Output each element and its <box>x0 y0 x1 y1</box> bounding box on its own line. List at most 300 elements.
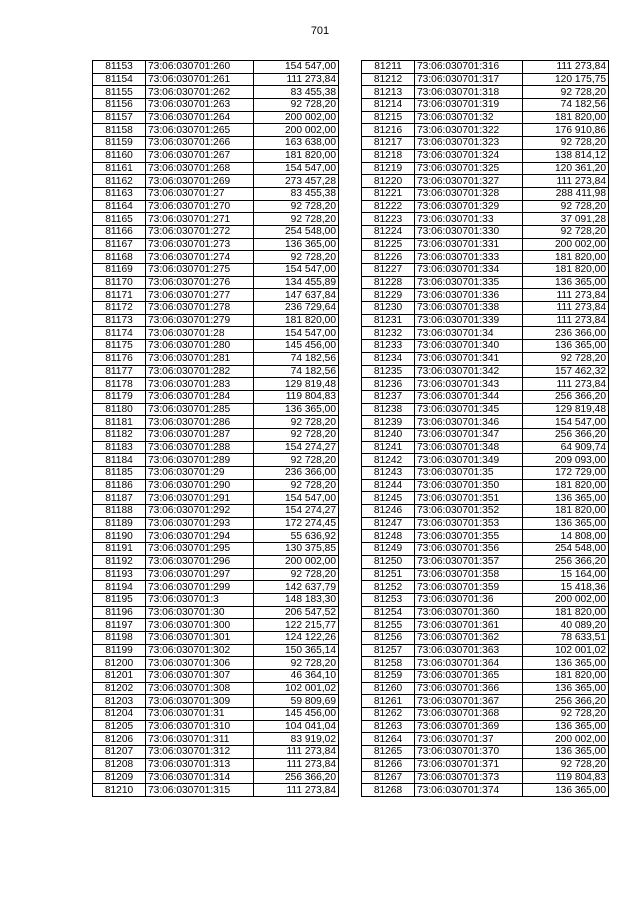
row-number-cell: 81258 <box>362 657 415 670</box>
table-row <box>93 517 339 530</box>
row-number-cell: 81182 <box>93 428 146 441</box>
table-row <box>362 492 609 505</box>
value-cell: 92 728,20 <box>254 213 339 226</box>
row-number-cell: 81210 <box>93 784 146 797</box>
table-row <box>362 746 609 759</box>
table-row <box>93 276 339 289</box>
row-number-cell: 81199 <box>93 644 146 657</box>
table-row <box>93 225 339 238</box>
cadastral-number-cell: 73:06:030701:314 <box>146 771 254 784</box>
row-number-cell: 81195 <box>93 593 146 606</box>
value-cell: 181 820,00 <box>254 314 339 327</box>
table-row <box>93 124 339 137</box>
table-row <box>93 657 339 670</box>
cadastral-number-cell: 73:06:030701:307 <box>146 670 254 683</box>
cadastral-number-cell: 73:06:030701:260 <box>146 61 254 74</box>
cadastral-number-cell: 73:06:030701:343 <box>415 378 523 391</box>
table-row <box>362 784 609 797</box>
value-cell: 181 820,00 <box>254 149 339 162</box>
row-number-cell: 81162 <box>93 175 146 188</box>
value-cell: 92 728,20 <box>254 428 339 441</box>
cadastral-number-cell: 73:06:030701:361 <box>415 619 523 632</box>
value-cell: 37 091,28 <box>523 213 609 226</box>
cadastral-number-cell: 73:06:030701:360 <box>415 606 523 619</box>
row-number-cell: 81237 <box>362 390 415 403</box>
cadastral-number-cell: 73:06:030701:368 <box>415 708 523 721</box>
table-row <box>362 289 609 302</box>
cadastral-number-cell: 73:06:030701:339 <box>415 314 523 327</box>
row-number-cell: 81268 <box>362 784 415 797</box>
value-cell: 102 001,02 <box>523 644 609 657</box>
value-cell: 111 273,84 <box>523 175 609 188</box>
cadastral-number-cell: 73:06:030701:369 <box>415 720 523 733</box>
value-cell: 15 418,36 <box>523 581 609 594</box>
value-cell: 130 375,85 <box>254 543 339 556</box>
value-cell: 256 366,20 <box>254 771 339 784</box>
row-number-cell: 81164 <box>93 200 146 213</box>
table-row <box>93 492 339 505</box>
cadastral-number-cell: 73:06:030701:347 <box>415 428 523 441</box>
cadastral-number-cell: 73:06:030701:286 <box>146 416 254 429</box>
value-cell: 200 002,00 <box>254 111 339 124</box>
row-number-cell: 81209 <box>93 771 146 784</box>
value-cell: 154 547,00 <box>254 492 339 505</box>
cadastral-number-cell: 73:06:030701:315 <box>146 784 254 797</box>
cadastral-number-cell: 73:06:030701:31 <box>146 708 254 721</box>
value-cell: 256 366,20 <box>523 555 609 568</box>
table-row <box>93 670 339 683</box>
value-cell: 92 728,20 <box>254 99 339 112</box>
cadastral-number-cell: 73:06:030701:37 <box>415 733 523 746</box>
cadastral-number-cell: 73:06:030701:3 <box>146 593 254 606</box>
value-cell: 200 002,00 <box>523 593 609 606</box>
row-number-cell: 81193 <box>93 568 146 581</box>
table-row <box>362 441 609 454</box>
row-number-cell: 81188 <box>93 505 146 518</box>
value-cell: 111 273,84 <box>254 746 339 759</box>
cadastral-number-cell: 73:06:030701:290 <box>146 479 254 492</box>
cadastral-number-cell: 73:06:030701:371 <box>415 758 523 771</box>
table-row <box>362 593 609 606</box>
row-number-cell: 81239 <box>362 416 415 429</box>
row-number-cell: 81160 <box>93 149 146 162</box>
table-row <box>362 365 609 378</box>
row-number-cell: 81256 <box>362 631 415 644</box>
cadastral-number-cell: 73:06:030701:289 <box>146 454 254 467</box>
table-row <box>93 365 339 378</box>
row-number-cell: 81171 <box>93 289 146 302</box>
value-cell: 46 364,10 <box>254 670 339 683</box>
cadastral-number-cell: 73:06:030701:264 <box>146 111 254 124</box>
value-cell: 74 182,56 <box>254 365 339 378</box>
table-row <box>362 720 609 733</box>
row-number-cell: 81190 <box>93 530 146 543</box>
row-number-cell: 81167 <box>93 238 146 251</box>
value-cell: 236 366,00 <box>254 467 339 480</box>
value-cell: 145 456,00 <box>254 340 339 353</box>
table-row <box>93 340 339 353</box>
row-number-cell: 81219 <box>362 162 415 175</box>
row-number-cell: 81261 <box>362 695 415 708</box>
table-row <box>93 543 339 556</box>
row-number-cell: 81154 <box>93 73 146 86</box>
table-row <box>362 771 609 784</box>
cadastral-number-cell: 73:06:030701:302 <box>146 644 254 657</box>
table-row <box>362 327 609 340</box>
row-number-cell: 81263 <box>362 720 415 733</box>
table-row <box>362 682 609 695</box>
table-row <box>93 289 339 302</box>
value-cell: 111 273,84 <box>523 302 609 315</box>
row-number-cell: 81189 <box>93 517 146 530</box>
cadastral-number-cell: 73:06:030701:363 <box>415 644 523 657</box>
value-cell: 15 164,00 <box>523 568 609 581</box>
value-cell: 92 728,20 <box>254 657 339 670</box>
value-cell: 172 729,00 <box>523 467 609 480</box>
value-cell: 129 819,48 <box>254 378 339 391</box>
value-cell: 136 365,00 <box>254 403 339 416</box>
table-row <box>93 428 339 441</box>
table-row <box>362 352 609 365</box>
row-number-cell: 81246 <box>362 505 415 518</box>
table-row <box>93 733 339 746</box>
table-row <box>362 162 609 175</box>
row-number-cell: 81172 <box>93 302 146 315</box>
value-cell: 136 365,00 <box>523 340 609 353</box>
cadastral-number-cell: 73:06:030701:295 <box>146 543 254 556</box>
table-row <box>93 314 339 327</box>
table-row <box>93 708 339 721</box>
value-cell: 111 273,84 <box>254 758 339 771</box>
cadastral-number-cell: 73:06:030701:353 <box>415 517 523 530</box>
row-number-cell: 81213 <box>362 86 415 99</box>
row-number-cell: 81234 <box>362 352 415 365</box>
row-number-cell: 81203 <box>93 695 146 708</box>
row-number-cell: 81156 <box>93 99 146 112</box>
cadastral-number-cell: 73:06:030701:335 <box>415 276 523 289</box>
cadastral-number-cell: 73:06:030701:366 <box>415 682 523 695</box>
cadastral-number-cell: 73:06:030701:364 <box>415 657 523 670</box>
row-number-cell: 81212 <box>362 73 415 86</box>
table-row <box>362 302 609 315</box>
row-number-cell: 81163 <box>93 187 146 200</box>
row-number-cell: 81254 <box>362 606 415 619</box>
table-row <box>362 428 609 441</box>
row-number-cell: 81165 <box>93 213 146 226</box>
table-row <box>362 695 609 708</box>
row-number-cell: 81245 <box>362 492 415 505</box>
row-number-cell: 81262 <box>362 708 415 721</box>
cadastral-number-cell: 73:06:030701:317 <box>415 73 523 86</box>
value-cell: 40 089,20 <box>523 619 609 632</box>
value-cell: 14 808,00 <box>523 530 609 543</box>
value-cell: 102 001,02 <box>254 682 339 695</box>
row-number-cell: 81200 <box>93 657 146 670</box>
cadastral-number-cell: 73:06:030701:310 <box>146 720 254 733</box>
value-cell: 236 366,00 <box>523 327 609 340</box>
cadastral-number-cell: 73:06:030701:350 <box>415 479 523 492</box>
table-row <box>362 670 609 683</box>
cadastral-number-cell: 73:06:030701:367 <box>415 695 523 708</box>
value-cell: 55 636,92 <box>254 530 339 543</box>
cadastral-number-cell: 73:06:030701:35 <box>415 467 523 480</box>
table-row <box>362 555 609 568</box>
table-row <box>93 200 339 213</box>
row-number-cell: 81267 <box>362 771 415 784</box>
table-row <box>93 619 339 632</box>
row-number-cell: 81170 <box>93 276 146 289</box>
value-cell: 136 365,00 <box>523 746 609 759</box>
cadastral-number-cell: 73:06:030701:268 <box>146 162 254 175</box>
value-cell: 92 728,20 <box>523 86 609 99</box>
row-number-cell: 81208 <box>93 758 146 771</box>
row-number-cell: 81265 <box>362 746 415 759</box>
value-cell: 181 820,00 <box>523 606 609 619</box>
row-number-cell: 81255 <box>362 619 415 632</box>
cadastral-number-cell: 73:06:030701:282 <box>146 365 254 378</box>
table-row <box>93 73 339 86</box>
value-cell: 254 548,00 <box>254 225 339 238</box>
row-number-cell: 81218 <box>362 149 415 162</box>
row-number-cell: 81196 <box>93 606 146 619</box>
row-number-cell: 81179 <box>93 390 146 403</box>
table-row <box>93 454 339 467</box>
row-number-cell: 81220 <box>362 175 415 188</box>
value-cell: 236 729,64 <box>254 302 339 315</box>
table-row <box>93 61 339 74</box>
table-row <box>362 276 609 289</box>
table-row <box>362 631 609 644</box>
table-row <box>93 581 339 594</box>
cadastral-number-cell: 73:06:030701:328 <box>415 187 523 200</box>
row-number-cell: 81201 <box>93 670 146 683</box>
value-cell: 83 919,02 <box>254 733 339 746</box>
table-row <box>362 124 609 137</box>
cadastral-number-cell: 73:06:030701:270 <box>146 200 254 213</box>
row-number-cell: 81207 <box>93 746 146 759</box>
cadastral-number-cell: 73:06:030701:29 <box>146 467 254 480</box>
value-cell: 154 547,00 <box>254 327 339 340</box>
table-row <box>362 86 609 99</box>
cadastral-number-cell: 73:06:030701:278 <box>146 302 254 315</box>
cadastral-number-cell: 73:06:030701:28 <box>146 327 254 340</box>
value-cell: 104 041,04 <box>254 720 339 733</box>
row-number-cell: 81228 <box>362 276 415 289</box>
cadastral-number-cell: 73:06:030701:32 <box>415 111 523 124</box>
table-row <box>93 606 339 619</box>
table-row <box>362 238 609 251</box>
row-number-cell: 81236 <box>362 378 415 391</box>
cadastral-number-cell: 73:06:030701:338 <box>415 302 523 315</box>
table-row <box>93 187 339 200</box>
value-cell: 154 274,27 <box>254 441 339 454</box>
table-row <box>93 682 339 695</box>
cadastral-number-cell: 73:06:030701:283 <box>146 378 254 391</box>
cadastral-number-cell: 73:06:030701:27 <box>146 187 254 200</box>
table-row <box>93 467 339 480</box>
table-row <box>362 543 609 556</box>
cadastral-number-cell: 73:06:030701:309 <box>146 695 254 708</box>
cadastral-number-cell: 73:06:030701:301 <box>146 631 254 644</box>
row-number-cell: 81178 <box>93 378 146 391</box>
table-row <box>93 479 339 492</box>
cadastral-number-cell: 73:06:030701:299 <box>146 581 254 594</box>
cadastral-number-cell: 73:06:030701:277 <box>146 289 254 302</box>
table-row <box>362 187 609 200</box>
table-row <box>362 200 609 213</box>
table-row <box>93 784 339 797</box>
table-row <box>362 479 609 492</box>
row-number-cell: 81227 <box>362 264 415 277</box>
value-cell: 78 633,51 <box>523 631 609 644</box>
value-cell: 136 365,00 <box>523 517 609 530</box>
row-number-cell: 81176 <box>93 352 146 365</box>
row-number-cell: 81204 <box>93 708 146 721</box>
value-cell: 136 365,00 <box>523 276 609 289</box>
table-row <box>362 137 609 150</box>
row-number-cell: 81184 <box>93 454 146 467</box>
register-table-left <box>92 60 339 797</box>
value-cell: 136 365,00 <box>254 238 339 251</box>
table-row <box>93 416 339 429</box>
cadastral-number-cell: 73:06:030701:296 <box>146 555 254 568</box>
table-row <box>93 86 339 99</box>
value-cell: 119 804,83 <box>254 390 339 403</box>
row-number-cell: 81192 <box>93 555 146 568</box>
row-number-cell: 81185 <box>93 467 146 480</box>
row-number-cell: 81175 <box>93 340 146 353</box>
table-row <box>362 340 609 353</box>
value-cell: 122 215,77 <box>254 619 339 632</box>
value-cell: 256 366,20 <box>523 390 609 403</box>
row-number-cell: 81249 <box>362 543 415 556</box>
row-number-cell: 81206 <box>93 733 146 746</box>
table-row <box>362 708 609 721</box>
table-row <box>362 530 609 543</box>
row-number-cell: 81217 <box>362 137 415 150</box>
row-number-cell: 81159 <box>93 137 146 150</box>
value-cell: 256 366,20 <box>523 695 609 708</box>
row-number-cell: 81250 <box>362 555 415 568</box>
table-row <box>362 644 609 657</box>
table-row <box>362 149 609 162</box>
table-row <box>362 758 609 771</box>
cadastral-number-cell: 73:06:030701:36 <box>415 593 523 606</box>
row-number-cell: 81230 <box>362 302 415 315</box>
cadastral-number-cell: 73:06:030701:262 <box>146 86 254 99</box>
value-cell: 74 182,56 <box>254 352 339 365</box>
row-number-cell: 81157 <box>93 111 146 124</box>
table-row <box>362 225 609 238</box>
row-number-cell: 81259 <box>362 670 415 683</box>
page-number: 701 <box>310 25 330 37</box>
table-row <box>362 467 609 480</box>
value-cell: 145 456,00 <box>254 708 339 721</box>
value-cell: 147 637,84 <box>254 289 339 302</box>
row-number-cell: 81191 <box>93 543 146 556</box>
table-row <box>93 213 339 226</box>
value-cell: 176 910,86 <box>523 124 609 137</box>
table-row <box>362 517 609 530</box>
cadastral-number-cell: 73:06:030701:355 <box>415 530 523 543</box>
table-row <box>362 403 609 416</box>
table-row <box>362 175 609 188</box>
row-number-cell: 81181 <box>93 416 146 429</box>
row-number-cell: 81214 <box>362 99 415 112</box>
cadastral-number-cell: 73:06:030701:293 <box>146 517 254 530</box>
cadastral-number-cell: 73:06:030701:265 <box>146 124 254 137</box>
value-cell: 148 183,30 <box>254 593 339 606</box>
cadastral-number-cell: 73:06:030701:271 <box>146 213 254 226</box>
table-row <box>93 238 339 251</box>
row-number-cell: 81177 <box>93 365 146 378</box>
value-cell: 136 365,00 <box>523 492 609 505</box>
row-number-cell: 81183 <box>93 441 146 454</box>
table-row <box>93 149 339 162</box>
value-cell: 154 547,00 <box>254 162 339 175</box>
table-row <box>93 695 339 708</box>
value-cell: 138 814,12 <box>523 149 609 162</box>
table-row <box>362 416 609 429</box>
cadastral-number-cell: 73:06:030701:357 <box>415 555 523 568</box>
row-number-cell: 81187 <box>93 492 146 505</box>
value-cell: 200 002,00 <box>254 124 339 137</box>
value-cell: 92 728,20 <box>254 568 339 581</box>
cadastral-number-cell: 73:06:030701:329 <box>415 200 523 213</box>
value-cell: 134 455,89 <box>254 276 339 289</box>
cadastral-number-cell: 73:06:030701:351 <box>415 492 523 505</box>
table-row <box>362 213 609 226</box>
cadastral-number-cell: 73:06:030701:281 <box>146 352 254 365</box>
cadastral-number-cell: 73:06:030701:324 <box>415 149 523 162</box>
table-row <box>93 568 339 581</box>
cadastral-number-cell: 73:06:030701:349 <box>415 454 523 467</box>
value-cell: 256 366,20 <box>523 428 609 441</box>
value-cell: 111 273,84 <box>523 378 609 391</box>
table-row <box>362 264 609 277</box>
value-cell: 154 547,00 <box>254 264 339 277</box>
value-cell: 120 361,20 <box>523 162 609 175</box>
row-number-cell: 81233 <box>362 340 415 353</box>
value-cell: 92 728,20 <box>254 251 339 264</box>
cadastral-number-cell: 73:06:030701:34 <box>415 327 523 340</box>
table-row <box>93 593 339 606</box>
cadastral-number-cell: 73:06:030701:275 <box>146 264 254 277</box>
row-number-cell: 81264 <box>362 733 415 746</box>
table-row <box>93 720 339 733</box>
row-number-cell: 81232 <box>362 327 415 340</box>
cadastral-number-cell: 73:06:030701:273 <box>146 238 254 251</box>
table-row <box>93 441 339 454</box>
cadastral-number-cell: 73:06:030701:306 <box>146 657 254 670</box>
table-row <box>362 390 609 403</box>
row-number-cell: 81155 <box>93 86 146 99</box>
value-cell: 111 273,84 <box>254 73 339 86</box>
table-row <box>93 162 339 175</box>
value-cell: 163 638,00 <box>254 137 339 150</box>
value-cell: 254 548,00 <box>523 543 609 556</box>
row-number-cell: 81226 <box>362 251 415 264</box>
value-cell: 124 122,26 <box>254 631 339 644</box>
value-cell: 172 274,45 <box>254 517 339 530</box>
cadastral-number-cell: 73:06:030701:358 <box>415 568 523 581</box>
value-cell: 273 457,28 <box>254 175 339 188</box>
table-row <box>362 251 609 264</box>
cadastral-number-cell: 73:06:030701:313 <box>146 758 254 771</box>
table-row <box>362 99 609 112</box>
cadastral-number-cell: 73:06:030701:267 <box>146 149 254 162</box>
value-cell: 181 820,00 <box>523 111 609 124</box>
